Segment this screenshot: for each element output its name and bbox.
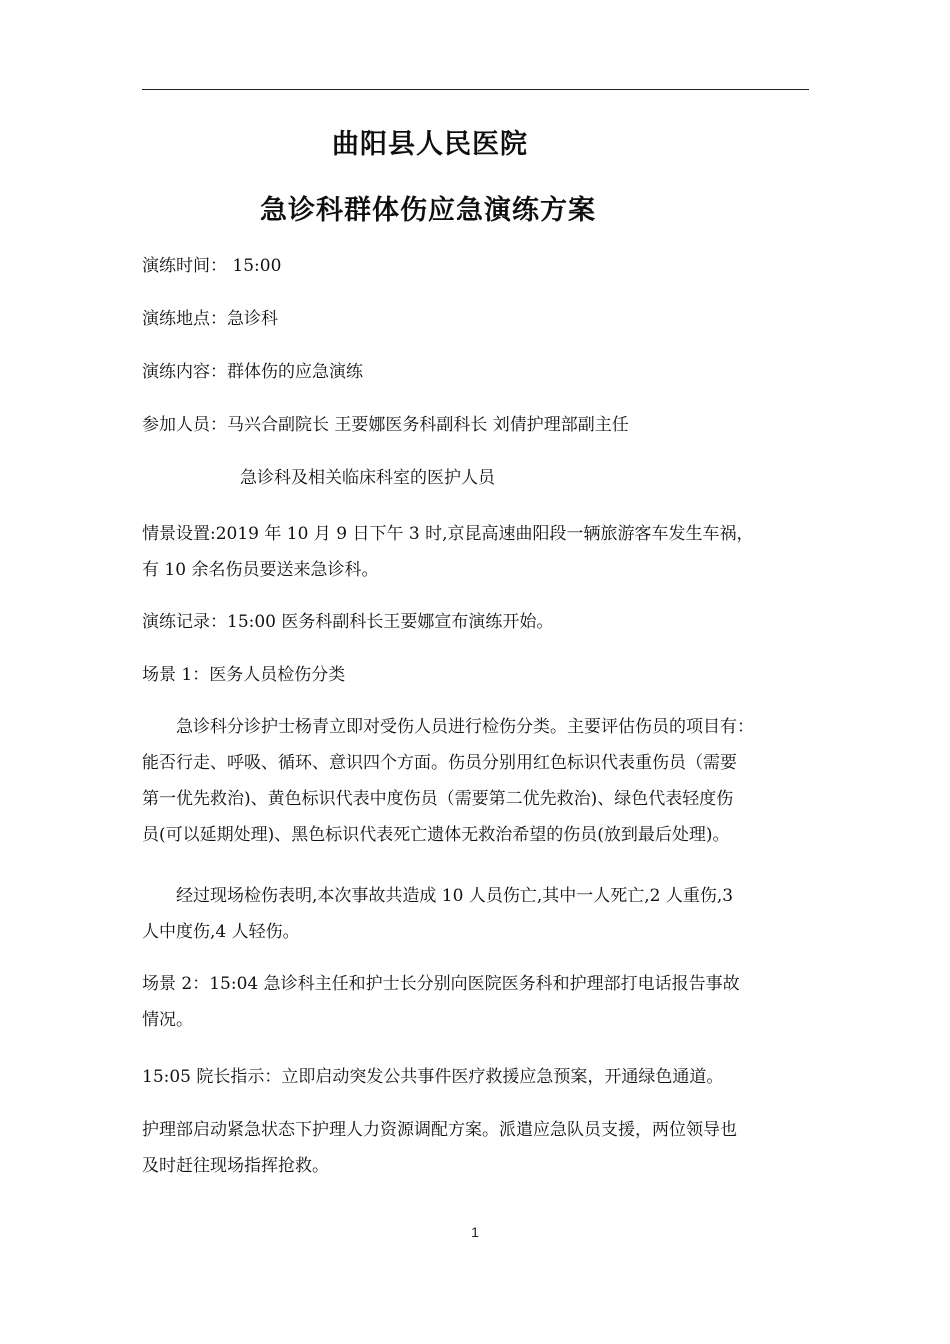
director-instruction: 15:05 院长指示：立即启动突发公共事件医疗救援应急预案，开通绿色通道。 [142, 1067, 724, 1087]
drill-place: 演练地点：急诊科 [142, 309, 278, 329]
paragraph-line: 情况。 [142, 1010, 193, 1030]
participants-line-1: 参加人员：马兴合副院长 王要娜医务科副科长 刘倩护理部副主任 [142, 415, 629, 435]
paragraph-line: 经过现场检伤表明,本次事故共造成 10 人员伤亡,其中一人死亡,2 人重伤,3 [176, 886, 734, 906]
scene-1-heading: 场景 1：医务人员检伤分类 [142, 665, 346, 685]
drill-content: 演练内容：群体伤的应急演练 [142, 362, 363, 382]
paragraph-line: 员(可以延期处理)、黑色标识代表死亡遗体无救治希望的伤员(放到最后处理)。 [142, 825, 730, 845]
hospital-title: 曲阳县人民医院 [332, 129, 528, 160]
paragraph-line: 能否行走、呼吸、循环、意识四个方面。伤员分别用红色标识代表重伤员（需要 [142, 753, 737, 773]
casualty-paragraph [142, 878, 809, 950]
paragraph-line: 护理部启动紧急状态下护理人力资源调配方案。派遣应急队员支援，两位领导也 [142, 1120, 737, 1140]
page-number: 1 [471, 1224, 479, 1240]
paragraph-line: 第一优先救治)、黄色标识代表中度伤员（需要第二优先救治)、绿色代表轻度伤 [142, 789, 734, 809]
scenario-line: 有 10 余名伤员要送来急诊科。 [142, 560, 379, 580]
nursing-paragraph [142, 1112, 809, 1184]
paragraph-line: 急诊科分诊护士杨青立即对受伤人员进行检伤分类。主要评估伤员的项目有： [176, 717, 754, 737]
triage-paragraph [142, 709, 809, 853]
drill-time: 演练时间： 15:00 [142, 256, 282, 276]
participants-line-2: 急诊科及相关临床科室的医护人员 [240, 468, 495, 488]
scenario-line: 情景设置:2019 年 10 月 9 日下午 3 时,京昆高速曲阳段一辆旅游客车发生车祸， [142, 524, 754, 544]
paragraph-line: 人中度伤,4 人轻伤。 [142, 922, 300, 942]
plan-title: 急诊科群体伤应急演练方案 [260, 195, 596, 226]
header-rule [142, 89, 809, 90]
paragraph-line: 及时赶往现场指挥抢救。 [142, 1156, 329, 1176]
scene-2-paragraph [142, 966, 809, 1038]
drill-record: 演练记录：15:00 医务科副科长王要娜宣布演练开始。 [142, 612, 554, 632]
paragraph-line: 场景 2：15:04 急诊科主任和护士长分别向医院医务科和护理部打电话报告事故 [142, 974, 740, 994]
scenario-setting [142, 516, 809, 588]
